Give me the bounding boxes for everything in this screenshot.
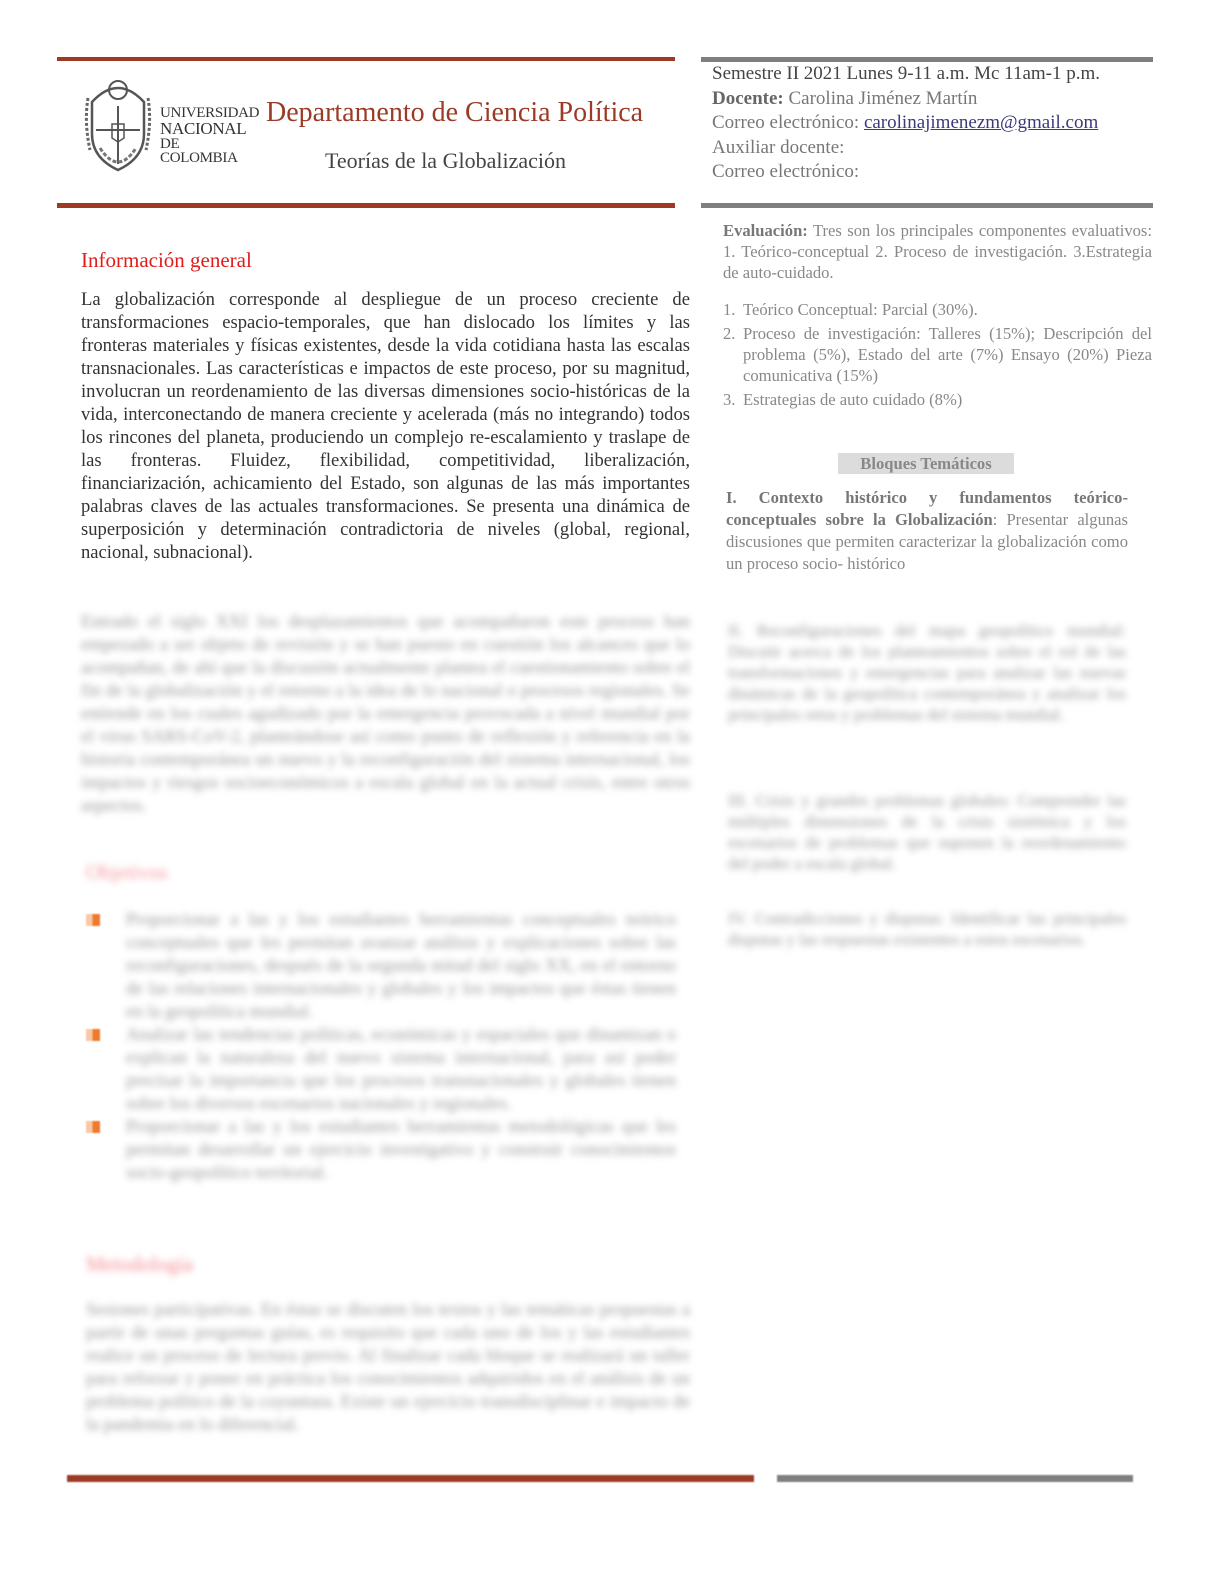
redacted-paragraph: Entrado el siglo XXI los desplazamientos que acompañaron este proceso han empezado a ser objeto de revisión y se han puesto en cuestión los alcances que lo acompañan, de ahí que la discusión actualmente plantea el cuestionamiento sobre el fin de la globalización y el retorno a la idea de lo nacional o procesos regionales. Se entiende en los cuales agudizado por la emergencia provocada a nivel mundial por el virus SARS-CoV-2, planteándose así como punto de reflexión y referencia en la historia contemporánea un nuevo y la reconfiguración del sistema internacional, los impactos y riesgos socioeconómicos a escala global en la actual crisis, entre otros aspectos.: [81, 611, 690, 815]
email-line: [712, 111, 1100, 136]
evaluation-item: 2. Proceso de investigación: Talleres (15%); Descripción del problema (5%), Estado del arte (7%) Ensayo (20%) Pieza comunicativa (15%): [723, 324, 1152, 385]
course-title: Teorías de la Globalización: [325, 148, 566, 173]
teacher-label: Docente:: [712, 87, 784, 109]
teacher-email-link[interactable]: carolinajimenezm@gmail.com: [863, 112, 1099, 133]
thematic-block-1: [726, 487, 1128, 575]
objective-item: Proporcionar a las y los estudiantes herramientas conceptuales teórico conceptuales que les permitan avanzar análisis y explicaciones sobre las reconfiguraciones, después de la segunda mitad del siglo XX, en el entorno de las relaciones internacionales y globales y los impactos que éstas tienen en la geopolítica mundial.: [84, 908, 676, 1023]
thematic-block-2: II. Reconfiguraciones del mapa geopolítico mundial: Discutir acerca de los planteamientos sobre el rol de las transformaciones y emergencias para analizar las nuevas dinámicas de la geopolítica contemporánea y analizar los principales retos y problemas del sistema mundial.: [728, 621, 1126, 724]
assistant-label: Auxiliar docente:: [712, 136, 845, 158]
thematic-blocks-heading: Bloques Temáticos: [838, 453, 1014, 474]
teacher-line: [712, 87, 1100, 112]
thematic-block-4: IV. Contradicciones y disputas: Identificar las principales disputas y las respuestas existentes a estos escenarios.: [728, 909, 1126, 949]
teacher-name: Carolina Jiménez Martín: [788, 87, 978, 109]
footer-rule-left: [67, 1475, 754, 1482]
square-bullet-icon: [86, 1121, 100, 1133]
methodology-paragraph: Sesiones participativas. En éstas se discuten los textos y las temáticas propuestas a partir de unas preguntas guías, es requisito que cada uno de los y las estudiantes realice un proceso de lectura previo. Al finalizar cada bloque se realizará un taller para reforzar y poner en práctica los conocimientos adquiridos en el análisis de un problema político de la coyuntura. Existe un ejercicio transdisciplinar e impacto de la pandemia en lo diferencial.: [86, 1299, 690, 1434]
evaluation-label: Evaluación:: [723, 221, 808, 240]
info-bottom-rule: [701, 203, 1153, 208]
general-info-heading: Información general: [81, 248, 252, 272]
assistant-email-label: Correo electrónico:: [712, 161, 860, 182]
footer-rule-right: [777, 1475, 1133, 1482]
square-bullet-icon: [86, 1029, 100, 1041]
university-name: UNIVERSIDAD NACIONAL DE COLOMBIA: [160, 105, 260, 166]
general-info-paragraph: La globalización corresponde al despliegue de un proceso creciente de transformaciones espacio-temporales, que han dislocado los límites y las fronteras materiales y físicas existentes, desde la vida cotidiana hasta las escalas transnacionales. Las características e impactos de este proceso, por su magnitud, involucran un reordenamiento de las diversas dimensiones socio-históricas de la vida, interconectando de manera creciente y acelerada (más no integrando) todos los rincones del planeta, produciendo un complejo re-escalamiento y traslape de las fronteras. Fluidez, flexibilidad, competitividad, liberalización, financiarización, achicamiento del Estado, son algunas de las más importantes palabras claves de las actuales transformaciones. Se presenta una dinámica de superposición y determinación contradictoria de niveles (global, regional, nacional, subnacional).: [81, 289, 690, 563]
header-bottom-rule: [57, 203, 675, 208]
course-info: [712, 62, 1100, 185]
objective-item: Analizar las tendencias políticas, económicas y espaciales que dinamizan o explican la naturaleza del nuevo sistema internacional, para así poder precisar la importancia que los procesos transnacionales y globales tienen sobre los diversos escenarios nacionales y regionales.: [84, 1023, 676, 1115]
thematic-block-3: III. Crisis y grandes problemas globales: Comprender las múltiples dimensiones de la crisis sistémica y los escenarios de problemas que suponen la reordenamiento del poder a escala global.: [728, 791, 1126, 873]
objectives-heading: Objetivos: [86, 860, 168, 884]
objective-item: Proporcionar a las y los estudiantes herramientas metodológicas que les permitan desarrollar un ejercicio investigativo y construir conocimientos socio-geopolítico territorial.: [84, 1115, 676, 1184]
evaluation-item: 3. Estrategias de auto cuidado (8%): [723, 390, 963, 409]
methodology-heading: Metodología: [86, 1252, 194, 1276]
evaluation-item: 1. Teórico Conceptual: Parcial (30%).: [723, 300, 978, 319]
block-title: I. Contexto histórico y fundamentos teórico-conceptuales sobre la Globalización: [726, 488, 1128, 529]
email-label: Correo electrónico:: [712, 112, 860, 133]
square-bullet-icon: [86, 914, 100, 926]
objectives-list: [84, 908, 676, 1184]
header-top-rule: [57, 57, 675, 61]
university-logo: [82, 72, 260, 180]
department-title: Departamento de Ciencia Política: [266, 97, 644, 128]
evaluation-intro: Evaluación: Tres son los principales componentes evaluativos: 1. Teórico-conceptual 2. Proceso de investigación. 3.Estrategia de auto-cuidado.: [723, 221, 1152, 282]
block-description: : Presentar algunas discusiones que permiten caracterizar la globalización como un proceso socio- histórico: [726, 510, 1129, 573]
crest-icon: [82, 72, 154, 178]
evaluation-list: [723, 299, 1152, 413]
schedule: Semestre II 2021 Lunes 9-11 a.m. Mc 11am-1 p.m.: [712, 63, 1101, 84]
